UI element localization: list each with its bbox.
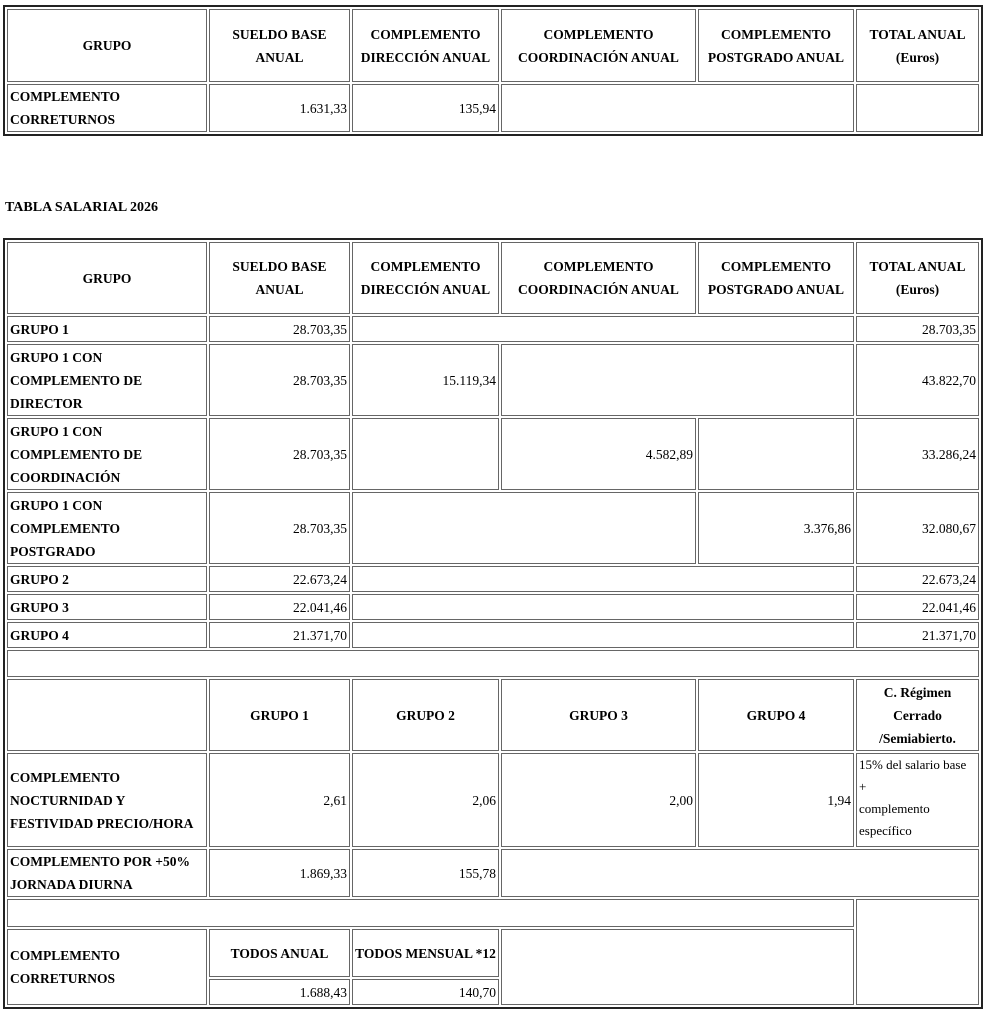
row-label: GRUPO 1 CON COMPLEMENTO POSTGRADO — [7, 492, 207, 564]
header-regimen: C. Régimen Cerrado /Semiabierto. — [856, 679, 979, 751]
cell-total — [856, 84, 979, 132]
cell-empty — [352, 566, 854, 592]
header-sueldo: SUELDO BASE ANUAL — [209, 242, 350, 314]
table-row — [7, 566, 979, 592]
regimen-text: complemento específico — [859, 801, 930, 838]
cell-grupo-4: 1,94 — [698, 753, 854, 847]
header-direccion: COMPLEMENTO DIRECCIÓN ANUAL — [352, 242, 499, 314]
table-row — [7, 929, 979, 977]
row-label: COMPLEMENTO CORRETURNOS — [7, 929, 207, 1005]
header-grupo-1: GRUPO 1 — [209, 679, 350, 751]
cell-sueldo: 28.703,35 — [209, 316, 350, 342]
table-row — [7, 594, 979, 620]
cell-empty — [352, 418, 499, 490]
row-label: GRUPO 1 CON COMPLEMENTO DE DIRECTOR — [7, 344, 207, 416]
cell-total: 32.080,67 — [856, 492, 979, 564]
table-row — [7, 492, 979, 564]
cell-empty — [352, 622, 854, 648]
table-row — [7, 849, 979, 897]
cell-empty — [352, 594, 854, 620]
table-row — [7, 622, 979, 648]
cell-direccion: 135,94 — [352, 84, 499, 132]
cell-sueldo: 22.673,24 — [209, 566, 350, 592]
section-title: TABLA SALARIAL 2026 — [5, 200, 159, 215]
cell-grupo-1: 2,61 — [209, 753, 350, 847]
header-grupo-4: GRUPO 4 — [698, 679, 854, 751]
cell-empty — [501, 929, 854, 1005]
cell-total: 22.041,46 — [856, 594, 979, 620]
header-grupo: GRUPO — [7, 9, 207, 82]
header-coordinacion: COMPLEMENTO COORDINACIÓN ANUAL — [501, 9, 696, 82]
header-todos-anual: TODOS ANUAL — [209, 929, 350, 977]
cell-empty — [352, 316, 854, 342]
cell-sueldo: 28.703,35 — [209, 418, 350, 490]
cell-total: 33.286,24 — [856, 418, 979, 490]
spacer-row — [7, 650, 979, 677]
header-todos-mensual: TODOS MENSUAL *12 — [352, 929, 499, 977]
cell-empty — [698, 418, 854, 490]
row-label: GRUPO 3 — [7, 594, 207, 620]
header-postgrado: COMPLEMENTO POSTGRADO ANUAL — [698, 242, 854, 314]
row-label: COMPLEMENTO NOCTURNIDAD Y FESTIVIDAD PRECIO/HORA — [7, 753, 207, 847]
header-grupo-3: GRUPO 3 — [501, 679, 696, 751]
cell-anual: 1.688,43 — [209, 979, 350, 1005]
header-direccion: COMPLEMENTO DIRECCIÓN ANUAL — [352, 9, 499, 82]
correturnos-table — [3, 5, 983, 136]
cell-postgrado: 3.376,86 — [698, 492, 854, 564]
cell-sueldo: 22.041,46 — [209, 594, 350, 620]
cell-total: 28.703,35 — [856, 316, 979, 342]
cell-empty — [856, 899, 979, 1005]
header-total: TOTAL ANUAL (Euros) — [856, 242, 979, 314]
cell-sueldo: 1.631,33 — [209, 84, 350, 132]
cell-sueldo: 28.703,35 — [209, 492, 350, 564]
cell-mensual: 140,70 — [352, 979, 499, 1005]
regimen-text: 15% del salario base — [859, 757, 967, 772]
cell-grupo-2: 2,06 — [352, 753, 499, 847]
cell-empty — [501, 849, 979, 897]
cell-anual: 1.869,33 — [209, 849, 350, 897]
cell-total: 43.822,70 — [856, 344, 979, 416]
row-label: GRUPO 1 — [7, 316, 207, 342]
table-row — [7, 316, 979, 342]
cell-total: 22.673,24 — [856, 566, 979, 592]
cell-grupo-3: 2,00 — [501, 753, 696, 847]
cell-sueldo: 28.703,35 — [209, 344, 350, 416]
row-label: COMPLEMENTO CORRETURNOS — [7, 84, 207, 132]
cell-sueldo: 21.371,70 — [209, 622, 350, 648]
table-row — [7, 753, 979, 847]
cell-coordinacion: 4.582,89 — [501, 418, 696, 490]
cell-empty — [7, 679, 207, 751]
spacer-row — [7, 899, 854, 927]
cell-empty — [501, 84, 854, 132]
row-label: GRUPO 1 CON COMPLEMENTO DE COORDINACIÓN — [7, 418, 207, 490]
cell-empty — [501, 344, 854, 416]
row-label: GRUPO 4 — [7, 622, 207, 648]
cell-empty — [352, 492, 696, 564]
header-total: TOTAL ANUAL (Euros) — [856, 9, 979, 82]
row-label: GRUPO 2 — [7, 566, 207, 592]
header-grupo-2: GRUPO 2 — [352, 679, 499, 751]
header-postgrado: COMPLEMENTO POSTGRADO ANUAL — [698, 9, 854, 82]
table-row — [7, 84, 979, 132]
cell-regimen — [856, 753, 979, 847]
table-row — [7, 418, 979, 490]
row-label: COMPLEMENTO POR +50% JORNADA DIURNA — [7, 849, 207, 897]
header-grupo: GRUPO — [7, 242, 207, 314]
cell-total: 21.371,70 — [856, 622, 979, 648]
cell-direccion: 15.119,34 — [352, 344, 499, 416]
regimen-text: + — [859, 779, 867, 794]
header-coordinacion: COMPLEMENTO COORDINACIÓN ANUAL — [501, 242, 696, 314]
salary-table-2026 — [3, 238, 983, 1009]
table-row — [7, 344, 979, 416]
header-sueldo: SUELDO BASE ANUAL — [209, 9, 350, 82]
cell-mensual: 155,78 — [352, 849, 499, 897]
